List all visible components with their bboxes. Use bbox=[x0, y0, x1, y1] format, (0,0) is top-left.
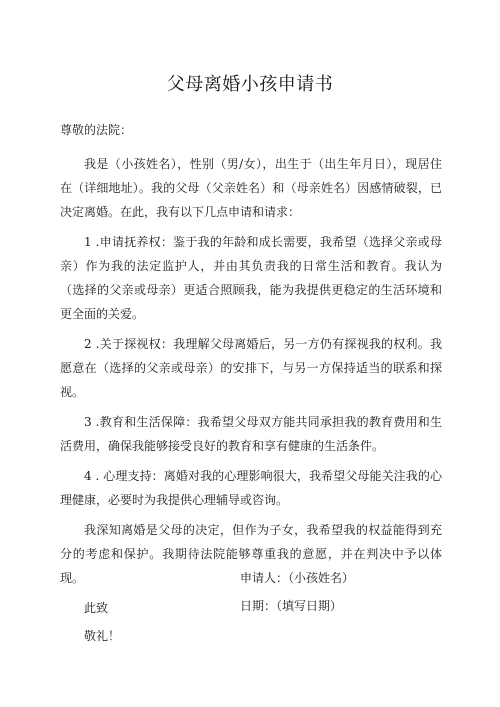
paragraph-conclusion: 我深知离婚是父母的决定，但作为子女，我希望我的权益能得到充分的考虑和保护。我期待法院能够尊重我的意愿，并在判决中予以体现。 bbox=[60, 523, 442, 585]
paragraph-education: 3 .教育和生活保障：我希望父母双方能共同承担我的教育费用和生活费用，确保我能够接受良好的教育和享有健康的生活条件。 bbox=[60, 415, 442, 453]
paragraph-intro: 我是（小孩姓名），性别（男/女），出生于（出生年月日），现居住在（详细地址）。我的父母（父亲姓名）和（母亲姓名）因感情破裂，已决定离婚。在此，我有以下几点申请和请求： bbox=[60, 157, 442, 219]
closing-cizhi: 此致 bbox=[84, 601, 109, 615]
paragraph-custody: 1 .申请抚养权：鉴于我的年龄和成长需要，我希望（选择父亲或母亲）作为我的法定监护人，并由其负责我的日常生活和教育。我认为（选择的父亲或母亲）更适合照顾我，能为我提供更稳定的生活环境和更全面的关爱。 bbox=[60, 235, 442, 321]
applicant-signature: 申请人：（小孩姓名） bbox=[240, 571, 355, 585]
closing-jingli: 敬礼！ bbox=[84, 629, 121, 643]
paragraph-visitation: 2 .关于探视权：我理解父母离婚后，另一方仍有探视我的权利。我愿意在（选择的父亲或母亲）的安排下，与另一方保持适当的联系和探视。 bbox=[60, 337, 442, 399]
paragraph-psychological: 4 . 心理支持：离婚对我的心理影响很大，我希望父母能关注我的心理健康，必要时为我提供心理辅导或咨询。 bbox=[60, 469, 442, 507]
salutation: 尊敬的法院： bbox=[60, 123, 133, 137]
document-title: 父母离婚小孩申请书 bbox=[166, 74, 334, 95]
signature-date: 日期：（填写日期） bbox=[240, 599, 343, 613]
